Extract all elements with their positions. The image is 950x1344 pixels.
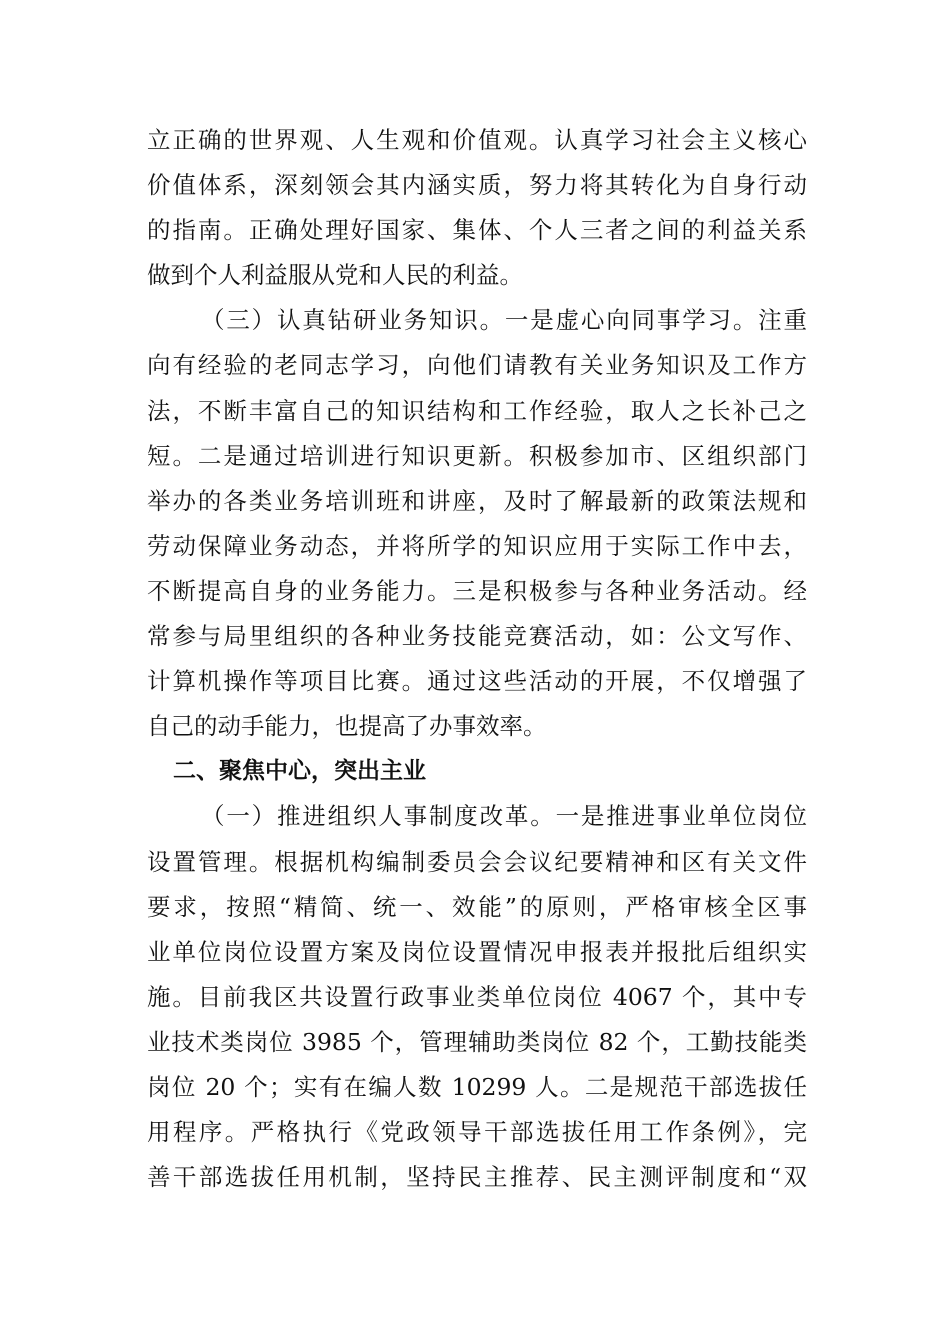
paragraph-line: 劳动保障业务动态，并将所学的知识应用于实际工作中去， [147, 531, 807, 560]
paragraph-line: 做到个人利益服从党和人民的利益。 [147, 261, 523, 290]
paragraph-line: 施。目前我区共设置行政事业类单位岗位 4067 个，其中专 [147, 982, 807, 1011]
paragraph-line: 计算机操作等项目比赛。通过这些活动的开展，不仅增强了 [147, 667, 807, 696]
paragraph-line: （三）认真钻研业务知识。一是虚心向同事学习。注重 [201, 306, 807, 335]
paragraph-line: 自己的动手能力，也提高了办事效率。 [147, 712, 547, 741]
paragraph-line: 法，不断丰富自己的知识结构和工作经验，取人之长补己之 [147, 396, 807, 425]
paragraph-line: 价值体系，深刻领会其内涵实质，努力将其转化为自身行动 [147, 171, 807, 200]
paragraph-line: 常参与局里组织的各种业务技能竞赛活动，如：公文写作、 [147, 622, 807, 651]
paragraph-line: 举办的各类业务培训班和讲座，及时了解最新的政策法规和 [147, 486, 807, 515]
paragraph-line: 用程序。严格执行《党政领导干部选拔任用工作条例》，完 [147, 1118, 807, 1147]
paragraph-line: 向有经验的老同志学习，向他们请教有关业务知识及工作方 [147, 351, 807, 380]
document-body [147, 118, 807, 1200]
paragraph-line: 善干部选拔任用机制，坚持民主推荐、民主测评制度和“双 [147, 1163, 807, 1192]
paragraph-line: （一）推进组织人事制度改革。一是推进事业单位岗位 [201, 802, 807, 831]
paragraph-line: 要求，按照“精简、统一、效能”的原则，严格审核全区事 [147, 892, 807, 921]
paragraph-line: 的指南。正确处理好国家、集体、个人三者之间的利益关系 [147, 216, 807, 245]
paragraph-line: 业单位岗位设置方案及岗位设置情况申报表并报批后组织实 [147, 937, 807, 966]
paragraph-line: 立正确的世界观、人生观和价值观。认真学习社会主义核心 [147, 126, 807, 154]
paragraph-line: 不断提高自身的业务能力。三是积极参与各种业务活动。经 [147, 576, 807, 605]
section-heading: 二、聚焦中心，突出主业 [173, 758, 426, 785]
paragraph-line: 岗位 20 个；实有在编人数 10299 人。二是规范干部选拔任 [147, 1072, 807, 1101]
paragraph-line: 短。二是通过培训进行知识更新。积极参加市、区组织部门 [147, 441, 807, 470]
paragraph-line: 设置管理。根据机构编制委员会会议纪要精神和区有关文件 [147, 847, 807, 876]
paragraph-line: 业技术类岗位 3985 个，管理辅助类岗位 82 个，工勤技能类 [147, 1027, 807, 1056]
